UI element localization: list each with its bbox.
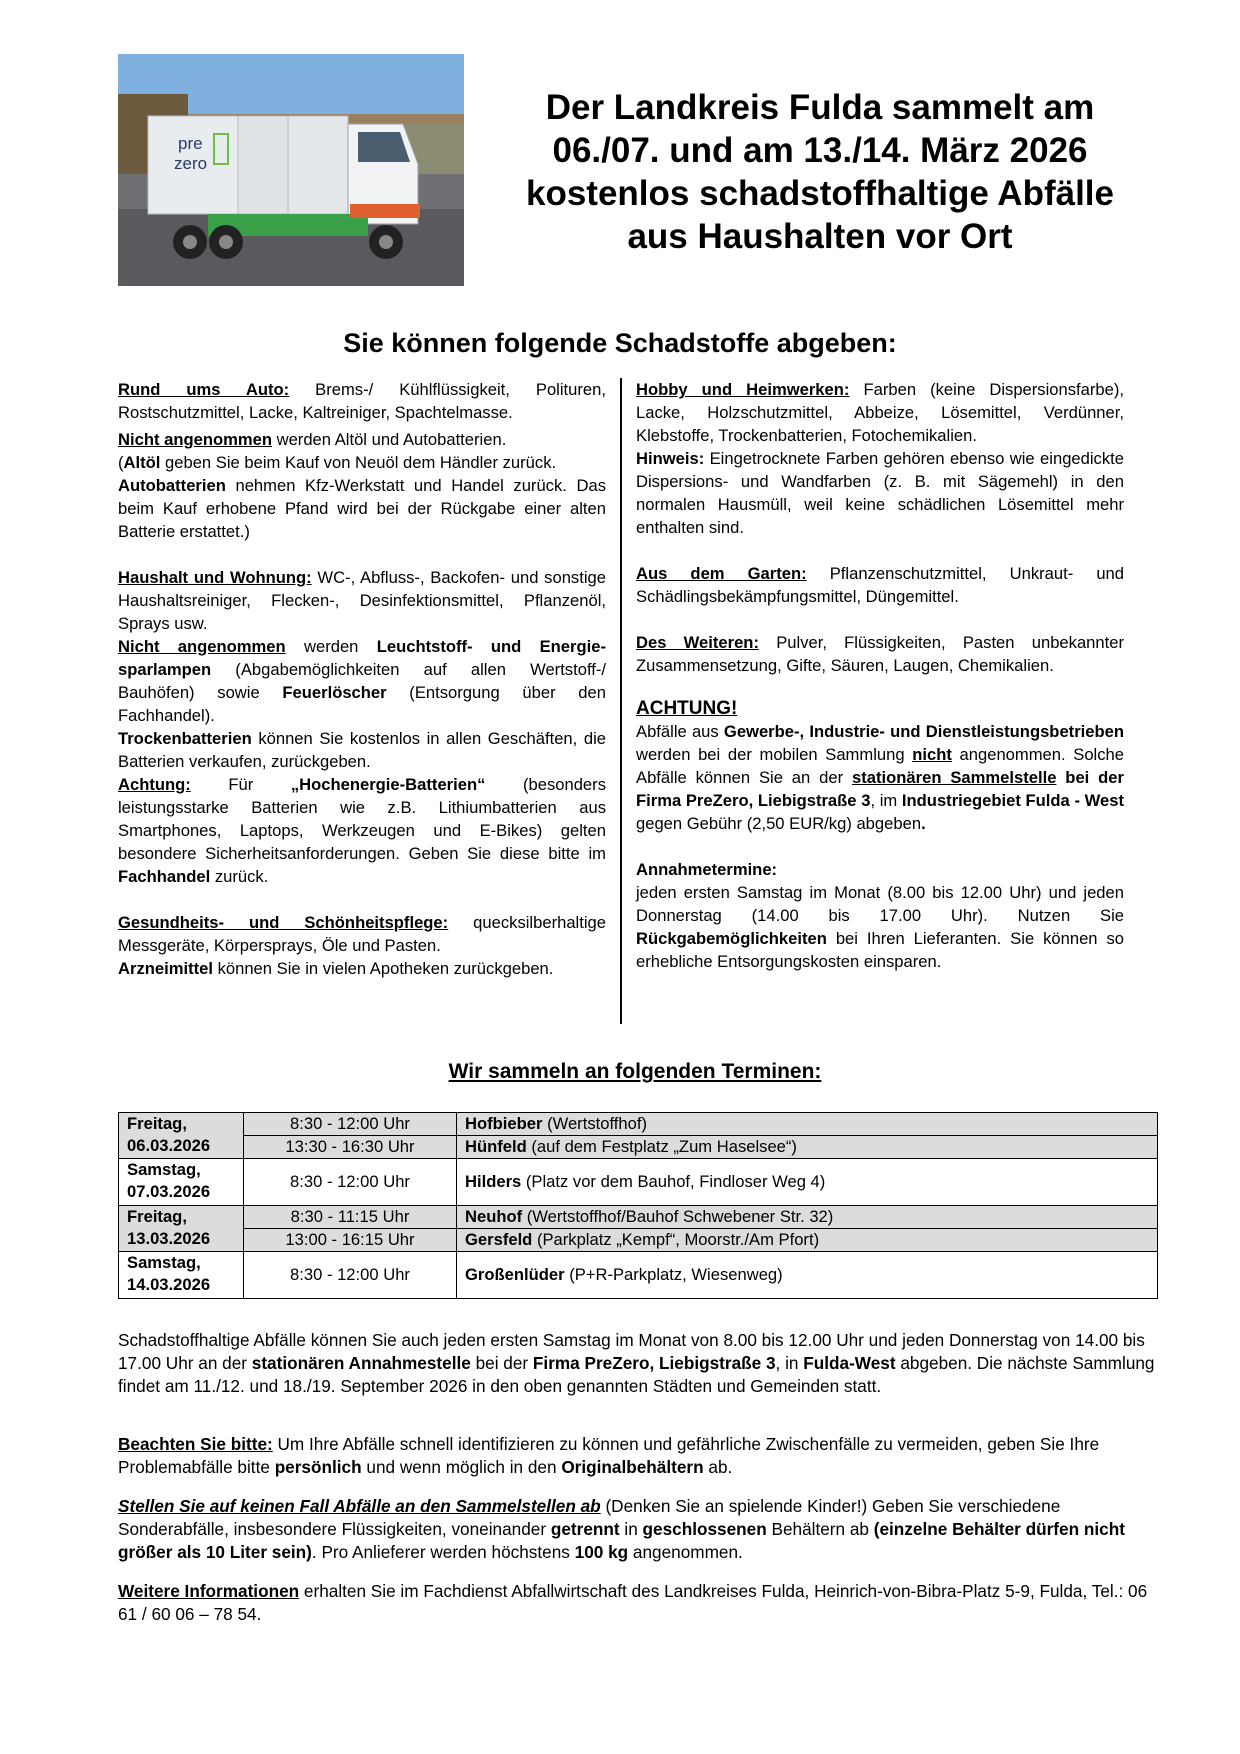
bold-industriegebiet: Industriegebiet Fulda - West <box>901 791 1125 810</box>
text: (Abgabemöglichkeiten auf allen Wertstoff-/ Bauhöfen) sowie <box>118 660 606 702</box>
text: ab. <box>703 1457 733 1477</box>
paragraph-autobatterien <box>118 474 606 543</box>
bold-period: . <box>921 814 926 833</box>
main-title-line: aus Haushalten vor Ort <box>627 217 1013 256</box>
bold-hinweis: Hinweis: <box>636 449 705 468</box>
main-title <box>480 86 1160 258</box>
bold-annahmestelle: stationären Annahmestelle <box>251 1353 471 1373</box>
paragraph-arzneimittel <box>118 957 606 980</box>
table-row <box>119 1159 1158 1206</box>
text: zurück. <box>210 867 269 886</box>
text-hinweis: Eingetrocknete Farben gehören ebenso wie eingedickte Dispersions- und Wandfarben (z. B. mit Sägemehl) in den normalen Hausmüll, weil keine schädlichen Lösemittel mehr enthalten sind. <box>636 449 1124 537</box>
footer-paragraph-annahmestelle <box>118 1329 1158 1398</box>
text-auto: Brems-/ Kühlflüssigkeit, Polituren, Rostschutzmittel, Lacke, Kaltreiniger, Spachtelmasse. <box>118 380 606 422</box>
section-heading-schadstoffe: Sie können folgende Schadstoffe abgeben: <box>343 328 897 358</box>
photo-logo-line1: pre <box>178 134 203 153</box>
bold-geschlossenen: geschlossenen <box>642 1519 767 1539</box>
bold-gewerbe: Gewerbe-, Industrie- und Dienstleistungsbetrieben <box>723 722 1124 741</box>
achtung-heading-text: ACHTUNG! <box>636 698 738 719</box>
footer-paragraph-beachten <box>118 1433 1158 1479</box>
paragraph-altoel <box>118 451 606 474</box>
bold-fachhandel: Fachhandel <box>118 867 211 886</box>
left-column <box>118 378 606 980</box>
text: angenommen. Solche Abfälle können Sie an der <box>636 745 1124 787</box>
label-auto: Rund ums Auto: <box>118 380 290 399</box>
bold-altoel: Altöl <box>123 453 161 472</box>
text: bei der <box>470 1353 533 1373</box>
achtung-heading <box>636 697 1124 720</box>
paragraph-haushalt <box>118 566 606 635</box>
warning-text: Stellen Sie auf keinen Fall Abfälle an den Sammelstellen ab <box>118 1496 601 1516</box>
bold-persoenlich: persönlich <box>274 1457 362 1477</box>
bold-fulda-west: Fulda-West <box>803 1353 896 1373</box>
bold-autobatterien: Autobatterien <box>118 476 226 495</box>
text: Für <box>190 775 291 794</box>
text: angenommen. <box>628 1542 743 1562</box>
paragraph-gewerbe <box>636 720 1124 835</box>
schedule-time: 13:30 - 16:30 Uhr <box>244 1136 457 1159</box>
place-name: Neuhof <box>465 1207 523 1226</box>
bold-originalbehaelter: Originalbehältern <box>561 1457 704 1477</box>
place-name: Hofbieber <box>465 1114 543 1133</box>
place-name: Hünfeld <box>465 1137 527 1156</box>
main-title-line: 06./07. und am 13./14. März 2026 <box>552 131 1088 170</box>
bold-behaelter-limit: (einzelne Behälter dürfen nicht größer als 10 Liter sein) <box>118 1519 1125 1562</box>
day-date: 07.03.2026 <box>127 1182 211 1201</box>
schedule-table <box>118 1112 1158 1299</box>
text: werden <box>285 637 377 656</box>
schedule-place <box>457 1229 1158 1252</box>
schedule-place <box>457 1252 1158 1299</box>
text: Schadstoffhaltige Abfälle können Sie auch jeden ersten Samstag im Monat von 8.00 bis 12.00 Uhr und jeden Donnerstag von 14.00 bis 17.00 Uhr an der <box>118 1330 1145 1373</box>
schedule-day <box>119 1252 244 1299</box>
text: (Denken Sie an spielende Kinder!) Geben Sie verschiedene Sonderabfälle, insbesondere Flüssigkeiten, voneinander <box>118 1496 1061 1539</box>
schedule-place <box>457 1136 1158 1159</box>
bold-100kg: 100 kg <box>574 1542 629 1562</box>
day-name: Freitag, <box>127 1114 187 1133</box>
place-detail: (Wertstoffhof) <box>542 1114 647 1133</box>
schedule-time: 13:00 - 16:15 Uhr <box>244 1229 457 1252</box>
table-row <box>119 1136 1158 1159</box>
table-row <box>119 1113 1158 1136</box>
label-hobby: Hobby und Heimwerken: <box>636 380 850 399</box>
schedule-time: 8:30 - 12:00 Uhr <box>244 1252 457 1299</box>
bold-firma: Firma PreZero, Liebigstraße 3 <box>532 1353 776 1373</box>
bold-stationaere-sammelstelle: stationären Sammelstelle <box>852 768 1057 787</box>
schedule-time: 8:30 - 11:15 Uhr <box>244 1206 457 1229</box>
text: Abfälle aus <box>636 722 724 741</box>
paragraph-trockenbatterien <box>118 727 606 773</box>
main-title-line: kostenlos schadstoffhaltige Abfälle <box>526 174 1114 213</box>
label-not-accepted: Nicht angenommen <box>118 637 286 656</box>
text-kontakt: erhalten Sie im Fachdienst Abfallwirtschaft des Landkreises Fulda, Heinrich-von-Bibra-Platz 5-9, Fulda, Tel.: 06 61 / 60 06 – 78 54. <box>118 1581 1148 1624</box>
paragraph-des-weiteren <box>636 631 1124 677</box>
day-name: Samstag, <box>127 1253 201 1272</box>
bold-getrennt: getrennt <box>550 1519 620 1539</box>
bold-trockenbatterien: Trockenbatterien <box>118 729 252 748</box>
day-date: 14.03.2026 <box>127 1275 211 1294</box>
place-name: Großenlüder <box>465 1265 565 1284</box>
text-haushalt: WC-, Abfluss-, Backofen- und sonstige Haushaltsreiniger, Flecken-, Desinfektionsmittel, Pflanzenöl, Sprays usw. <box>118 568 606 633</box>
place-name: Hilders <box>465 1172 522 1191</box>
text: Um Ihre Abfälle schnell identifizieren zu können und gefährliche Zwischenfälle zu vermeiden, geben Sie Ihre Problemabfälle bitte <box>118 1434 1100 1477</box>
label-des-weiteren: Des Weiteren: <box>636 633 759 652</box>
day-name: Samstag, <box>127 1160 201 1179</box>
paragraph-annahmetermine <box>636 881 1124 973</box>
label-beachten: Beachten Sie bitte: <box>118 1434 273 1454</box>
text: abgeben. Die nächste Sammlung findet am 11./12. und 18./19. September 2026 in den oben genannten Städten und Gemeinden statt. <box>118 1353 1155 1396</box>
text: gegen Gebühr (2,50 EUR/kg) abgeben <box>636 814 922 833</box>
schedule-heading: Wir sammeln an folgenden Terminen: <box>448 1060 822 1083</box>
text-garten: Pflanzenschutzmittel, Unkraut- und Schädlingsbekämpfungsmittel, Düngemittel. <box>636 564 1125 606</box>
bold-rueckgabe: Rückgabemöglichkeiten <box>636 929 827 948</box>
label-garten: Aus dem Garten: <box>636 564 807 583</box>
text-autobatterien: nehmen Kfz-Werkstatt und Handel zurück. Das beim Kauf erhobene Pfand wird bei der Rückgabe einer alten Batterie erstattet.) <box>118 476 606 541</box>
footer-paragraph-informationen <box>118 1580 1158 1626</box>
day-date: 06.03.2026 <box>127 1136 211 1155</box>
label-gesundheit: Gesundheits- und Schönheitspflege: <box>118 913 449 932</box>
text: (Entsorgung über den Fachhandel). <box>118 683 606 725</box>
photo-logo-line2: zero <box>174 154 208 173</box>
bold-hochenergie: „Hochenergie-Batterien“ <box>290 775 486 794</box>
schedule-place <box>457 1206 1158 1229</box>
text: Behältern ab <box>766 1519 874 1539</box>
text: in <box>619 1519 643 1539</box>
paragraph-hobby <box>636 378 1124 447</box>
bold-sparlampen: Leuchtstoff- und Energie-sparlampen <box>118 637 606 679</box>
paragraph-garten <box>636 562 1124 608</box>
text: . Pro Anlieferer werden höchstens <box>311 1542 575 1562</box>
label-not-accepted: Nicht angenommen <box>118 430 272 449</box>
day-date: 13.03.2026 <box>127 1229 211 1248</box>
schedule-place <box>457 1159 1158 1206</box>
bold-firma-prezero: bei der Firma PreZero, Liebigstraße 3 <box>636 768 1124 810</box>
column-divider <box>620 378 622 1024</box>
text-not-accepted: werden Altöl und Autobatterien. <box>271 430 507 449</box>
footer-paragraph-warnung <box>118 1495 1158 1564</box>
paragraph-achtung-batterien <box>118 773 606 888</box>
text-gesundheit: quecksilberhaltige Messgeräte, Körpersprays, Öle und Pasten. <box>118 913 606 955</box>
main-title-line: Der Landkreis Fulda sammelt am <box>545 88 1095 127</box>
place-detail: (P+R-Parkplatz, Wiesenweg) <box>564 1265 783 1284</box>
text-arzneimittel: können Sie in vielen Apotheken zurückgeben. <box>212 959 554 978</box>
day-name: Freitag, <box>127 1207 187 1226</box>
table-row <box>119 1206 1158 1229</box>
paragraph-annahmetermine-label <box>636 858 1124 881</box>
schedule-time: 8:30 - 12:00 Uhr <box>244 1159 457 1206</box>
text-trockenbatterien: können Sie kostenlos in allen Geschäften, die Batterien verkaufen, zurückgeben. <box>118 729 606 771</box>
paragraph-haushalt-not-accepted <box>118 635 606 727</box>
schedule-day <box>119 1159 244 1206</box>
text: jeden ersten Samstag im Monat (8.00 bis 12.00 Uhr) und jeden Donnerstag (14.00 bis 17.00 Uhr). Nutzen Sie <box>636 883 1124 925</box>
truck-illustration <box>118 54 464 286</box>
table-row <box>119 1252 1158 1299</box>
text: , in <box>775 1353 804 1373</box>
place-name: Gersfeld <box>465 1230 533 1249</box>
schedule-day <box>119 1206 244 1252</box>
paragraph-auto-not-accepted <box>118 428 606 451</box>
right-column <box>636 378 1124 973</box>
text: , im <box>870 791 902 810</box>
schedule-day <box>119 1113 244 1159</box>
table-row <box>119 1229 1158 1252</box>
label-weitere-informationen: Weitere Informationen <box>118 1581 300 1601</box>
text: werden bei der mobilen Sammlung <box>636 745 913 764</box>
schedule-place <box>457 1113 1158 1136</box>
place-detail: (Platz vor dem Bauhof, Findloser Weg 4) <box>521 1172 826 1191</box>
prezero-truck-photo <box>118 54 464 286</box>
paragraph-gesundheit <box>118 911 606 957</box>
text: und wenn möglich in den <box>361 1457 562 1477</box>
label-haushalt: Haushalt und Wohnung: <box>118 568 312 587</box>
place-detail: (auf dem Festplatz „Zum Haselsee“) <box>526 1137 797 1156</box>
schedule-time: 8:30 - 12:00 Uhr <box>244 1113 457 1136</box>
text-altoel: geben Sie beim Kauf von Neuöl dem Händler zurück. <box>160 453 557 472</box>
text: (besonders leistungsstarke Batterien wie z.B. Lithiumbatterien aus Smartphones, Laptops, Werkzeugen und E-Bikes) gelten besondere Sicherheitsanforderungen. Geben Sie diese bitte im <box>118 775 606 863</box>
bold-nicht: nicht <box>912 745 952 764</box>
place-detail: (Wertstoffhof/Bauhof Schwebener Str. 32) <box>522 1207 834 1226</box>
text: bei Ihren Lieferanten. Sie können so erhebliche Entsorgungskosten einsparen. <box>636 929 1124 971</box>
paragraph-auto <box>118 378 606 424</box>
place-detail: (Parkplatz „Kempf“, Moorstr./Am Pfort) <box>532 1230 820 1249</box>
paragraph-hinweis <box>636 447 1124 539</box>
text-paren: ( <box>118 453 124 472</box>
bold-arzneimittel: Arzneimittel <box>118 959 213 978</box>
label-achtung: Achtung: <box>118 775 191 794</box>
text-des-weiteren: Pulver, Flüssigkeiten, Pasten unbekannter Zusammensetzung, Gifte, Säuren, Laugen, Chemikalien. <box>636 633 1125 675</box>
bold-annahmetermine: Annahmetermine: <box>636 860 778 879</box>
text-hobby: Farben (keine Dispersionsfarbe), Lacke, Holzschutzmittel, Abbeize, Lösemittel, Verdünner, Klebstoffe, Trockenbatterien, Fotochemikalien. <box>636 380 1124 445</box>
bold-feuerloescher: Feuerlöscher <box>282 683 387 702</box>
